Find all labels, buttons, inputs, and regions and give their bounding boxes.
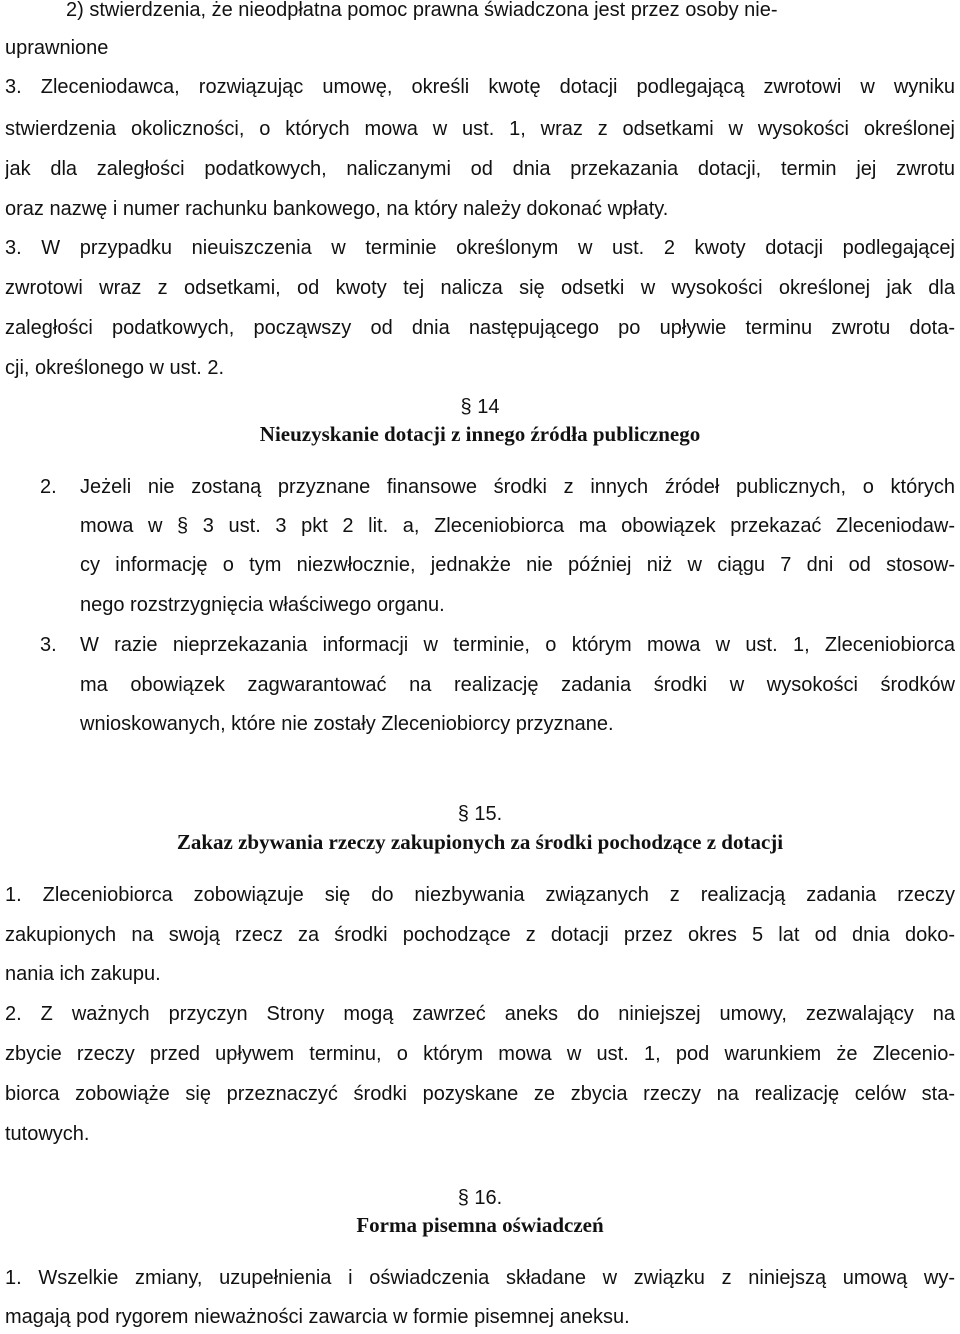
section-number: § 14: [460, 396, 500, 418]
text-line: magają pod rygorem nieważności zawarcia w formie pisemnej aneksu.: [5, 1306, 630, 1328]
text-line: zbycie rzeczy przed upływem terminu, o którym mowa w ust. 1, pod warunkiem że Zlecenio-: [5, 1043, 955, 1065]
section-number: § 15.: [457, 803, 503, 825]
text-line: zakupionych na swoją rzecz za środki pochodzące z dotacji przez okres 5 lat od dnia doko-: [5, 924, 955, 946]
text-line: oraz nazwę i numer rachunku bankowego, na który należy dokonać wpłaty.: [5, 198, 669, 220]
section-number: § 16.: [457, 1187, 503, 1209]
section-title: Nieuzyskanie dotacji z innego źródła publicznego: [259, 422, 701, 446]
text-line: mowa w § 3 ust. 3 pkt 2 lit. a, Zleceniobiorca ma obowiązek przekazać Zleceniodaw-: [80, 515, 955, 537]
text-line: nania ich zakupu.: [5, 963, 161, 985]
text-line: 1. Wszelkie zmiany, uzupełnienia i oświadczenia składane w związku z niniejszą umową wy-: [5, 1267, 955, 1289]
list-number: 2.: [40, 476, 57, 498]
text-line: zaległości podatkowych, począwszy od dnia następującego po upływie terminu zwrotu dota-: [5, 317, 955, 339]
text-line: wnioskowanych, które nie zostały Zleceniobiorcy przyznane.: [80, 713, 614, 735]
text-line: 3. Zleceniodawca, rozwiązując umowę, określi kwotę dotacji podlegającą zwrotowi w wyniku: [5, 76, 955, 98]
text-line: stwierdzenia okoliczności, o których mowa w ust. 1, wraz z odsetkami w wysokości określonej: [5, 118, 955, 140]
text-line: jak dla zaległości podatkowych, naliczanymi od dnia przekazania dotacji, termin jej zwrotu: [5, 158, 955, 180]
text-line: uprawnione: [5, 37, 109, 59]
text-line: 3. W przypadku nieuiszczenia w terminie określonym w ust. 2 kwoty dotacji podlegającej: [5, 237, 955, 259]
text-line: nego rozstrzygnięcia właściwego organu.: [80, 594, 445, 616]
text-line: 1. Zleceniobiorca zobowiązuje się do niezbywania związanych z realizacją zadania rzeczy: [5, 884, 955, 906]
text-line: 2. Z ważnych przyczyn Strony mogą zawrzeć aneks do niniejszej umowy, zezwalający na: [5, 1003, 955, 1025]
text-line: 2) stwierdzenia, że nieodpłatna pomoc prawna świadczona jest przez osoby nie-: [66, 0, 778, 21]
text-line: zwrotowi wraz z odsetkami, od kwoty tej nalicza się odsetki w wysokości określonej jak dla: [5, 277, 955, 299]
text-line: ma obowiązek zagwarantować na realizację zadania środki w wysokości środków: [80, 674, 955, 696]
text-line: biorca zobowiąże się przeznaczyć środki pozyskane ze zbycia rzeczy na realizację celów sta-: [5, 1083, 955, 1105]
text-line: tutowych.: [5, 1123, 90, 1145]
text-line: W razie nieprzekazania informacji w terminie, o którym mowa w ust. 1, Zleceniobiorca: [80, 634, 955, 656]
text-line: cy informację o tym niezwłocznie, jednakże nie później niż w ciągu 7 dni od stosow-: [80, 554, 955, 576]
list-number: 3.: [40, 634, 57, 656]
section-title: Zakaz zbywania rzeczy zakupionych za środki pochodzące z dotacji: [176, 830, 784, 854]
text-line: Jeżeli nie zostaną przyznane finansowe środki z innych źródeł publicznych, o których: [80, 476, 955, 498]
section-title: Forma pisemna oświadczeń: [356, 1213, 604, 1237]
text-line: cji, określonego w ust. 2.: [5, 357, 224, 379]
